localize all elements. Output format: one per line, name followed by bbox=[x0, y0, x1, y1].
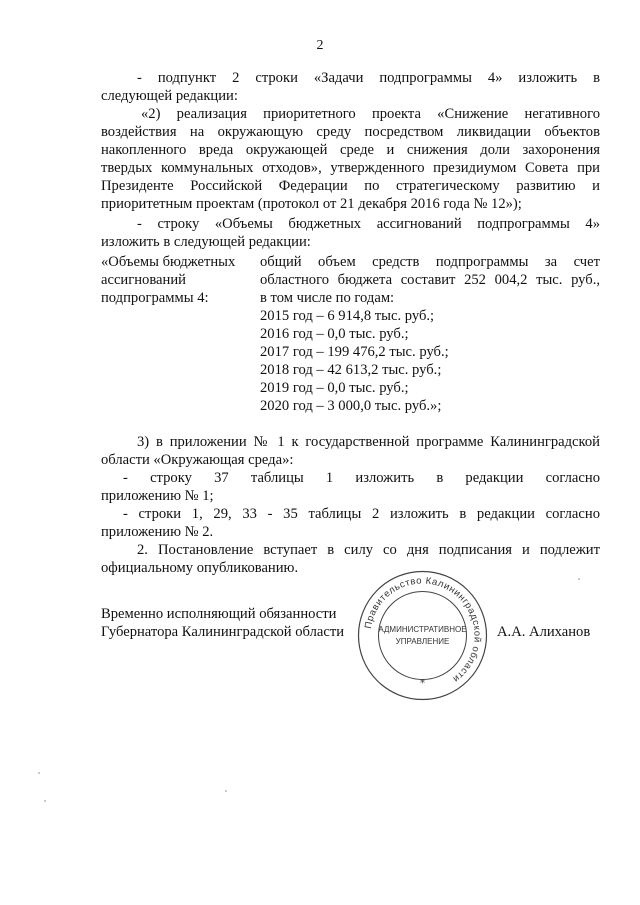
signatory-title-line: Временно исполняющий обязанности bbox=[101, 606, 337, 622]
scan-speck bbox=[44, 800, 46, 802]
paragraph-line: приложению № 2. bbox=[101, 524, 214, 540]
signatory-title bbox=[101, 605, 344, 641]
paragraph-line: воздействия на окружающую среду посредством ликвидации объектов bbox=[101, 124, 600, 140]
table-value-line: областного бюджета составит 252 004,2 тыс. руб., bbox=[260, 272, 600, 288]
paragraph-line: 3) в приложении № 1 к государственной программе Калининградской bbox=[137, 434, 600, 450]
budget-table-value bbox=[260, 253, 600, 415]
signatory-title-line: Губернатора Калининградской области bbox=[101, 624, 345, 640]
paragraph-line: - строку «Объемы бюджетных ассигнований подпрограммы 4» bbox=[137, 216, 600, 232]
paragraph-line: 2. Постановление вступает в силу со дня подписания и подлежит bbox=[137, 542, 600, 558]
scan-speck bbox=[578, 578, 580, 580]
year-line: 2018 год – 42 613,2 тыс. руб.; bbox=[260, 362, 442, 378]
stamp-star-icon: * bbox=[420, 678, 425, 689]
page-number: 2 bbox=[316, 38, 324, 53]
year-line: 2020 год – 3 000,0 тыс. руб.»; bbox=[260, 398, 442, 414]
stamp-inner-ring bbox=[379, 592, 467, 680]
paragraph-line: приложению № 1; bbox=[101, 488, 214, 504]
scan-speck bbox=[38, 772, 40, 774]
table-label-line: «Объемы бюджетных bbox=[101, 254, 236, 270]
paragraph-line: - строки 1, 29, 33 - 35 таблицы 2 изложить в редакции согласно bbox=[123, 506, 600, 522]
year-line: 2015 год – 6 914,8 тыс. руб.; bbox=[260, 308, 435, 324]
budget-table-label bbox=[101, 253, 251, 307]
paragraph-line: приоритетным проектам (протокол от 21 декабря 2016 года № 12»); bbox=[101, 196, 522, 212]
paragraph-line: твердых коммунальных отходов», утвержденного президиумом Совета при bbox=[101, 160, 600, 176]
paragraph-line: области «Окружающая среда»: bbox=[101, 452, 294, 468]
table-value-line: общий объем средств подпрограммы за счет bbox=[260, 254, 600, 270]
table-label-line: подпрограммы 4: bbox=[101, 290, 209, 306]
paragraph-line: Президенте Российской Федерации по стратегическому развитию и bbox=[101, 178, 600, 194]
paragraph-line: официальному опубликованию. bbox=[101, 560, 299, 576]
year-line: 2019 год – 0,0 тыс. руб.; bbox=[260, 380, 409, 396]
paragraph-line: - строку 37 таблицы 1 изложить в редакции согласно bbox=[123, 470, 600, 486]
paragraph-line: - подпункт 2 строки «Задачи подпрограммы 4» изложить в bbox=[137, 70, 600, 86]
paragraph-line: изложить в следующей редакции: bbox=[101, 234, 311, 250]
stamp-ring-text: Правительство Калининградской области bbox=[362, 575, 483, 685]
table-value-line: в том числе по годам: bbox=[260, 290, 395, 306]
paragraph-line: накопленного вреда окружающей среде и снижения доли захоронения bbox=[101, 142, 600, 158]
paragraph-line: «2) реализация приоритетного проекта «Снижение негативного bbox=[141, 106, 600, 122]
stamp-center-line-2: УПРАВЛЕНИЕ bbox=[395, 637, 450, 646]
year-line: 2016 год – 0,0 тыс. руб.; bbox=[260, 326, 409, 342]
scan-speck bbox=[225, 790, 227, 792]
year-line: 2017 год – 199 476,2 тыс. руб.; bbox=[260, 344, 449, 360]
signatory-name: А.А. Алиханов bbox=[497, 624, 591, 640]
table-label-line: ассигнований bbox=[101, 272, 186, 288]
paragraph-line: следующей редакции: bbox=[101, 88, 238, 104]
official-stamp bbox=[355, 568, 490, 703]
stamp-center-line-1: АДМИНИСТРАТИВНОЕ bbox=[378, 625, 467, 634]
